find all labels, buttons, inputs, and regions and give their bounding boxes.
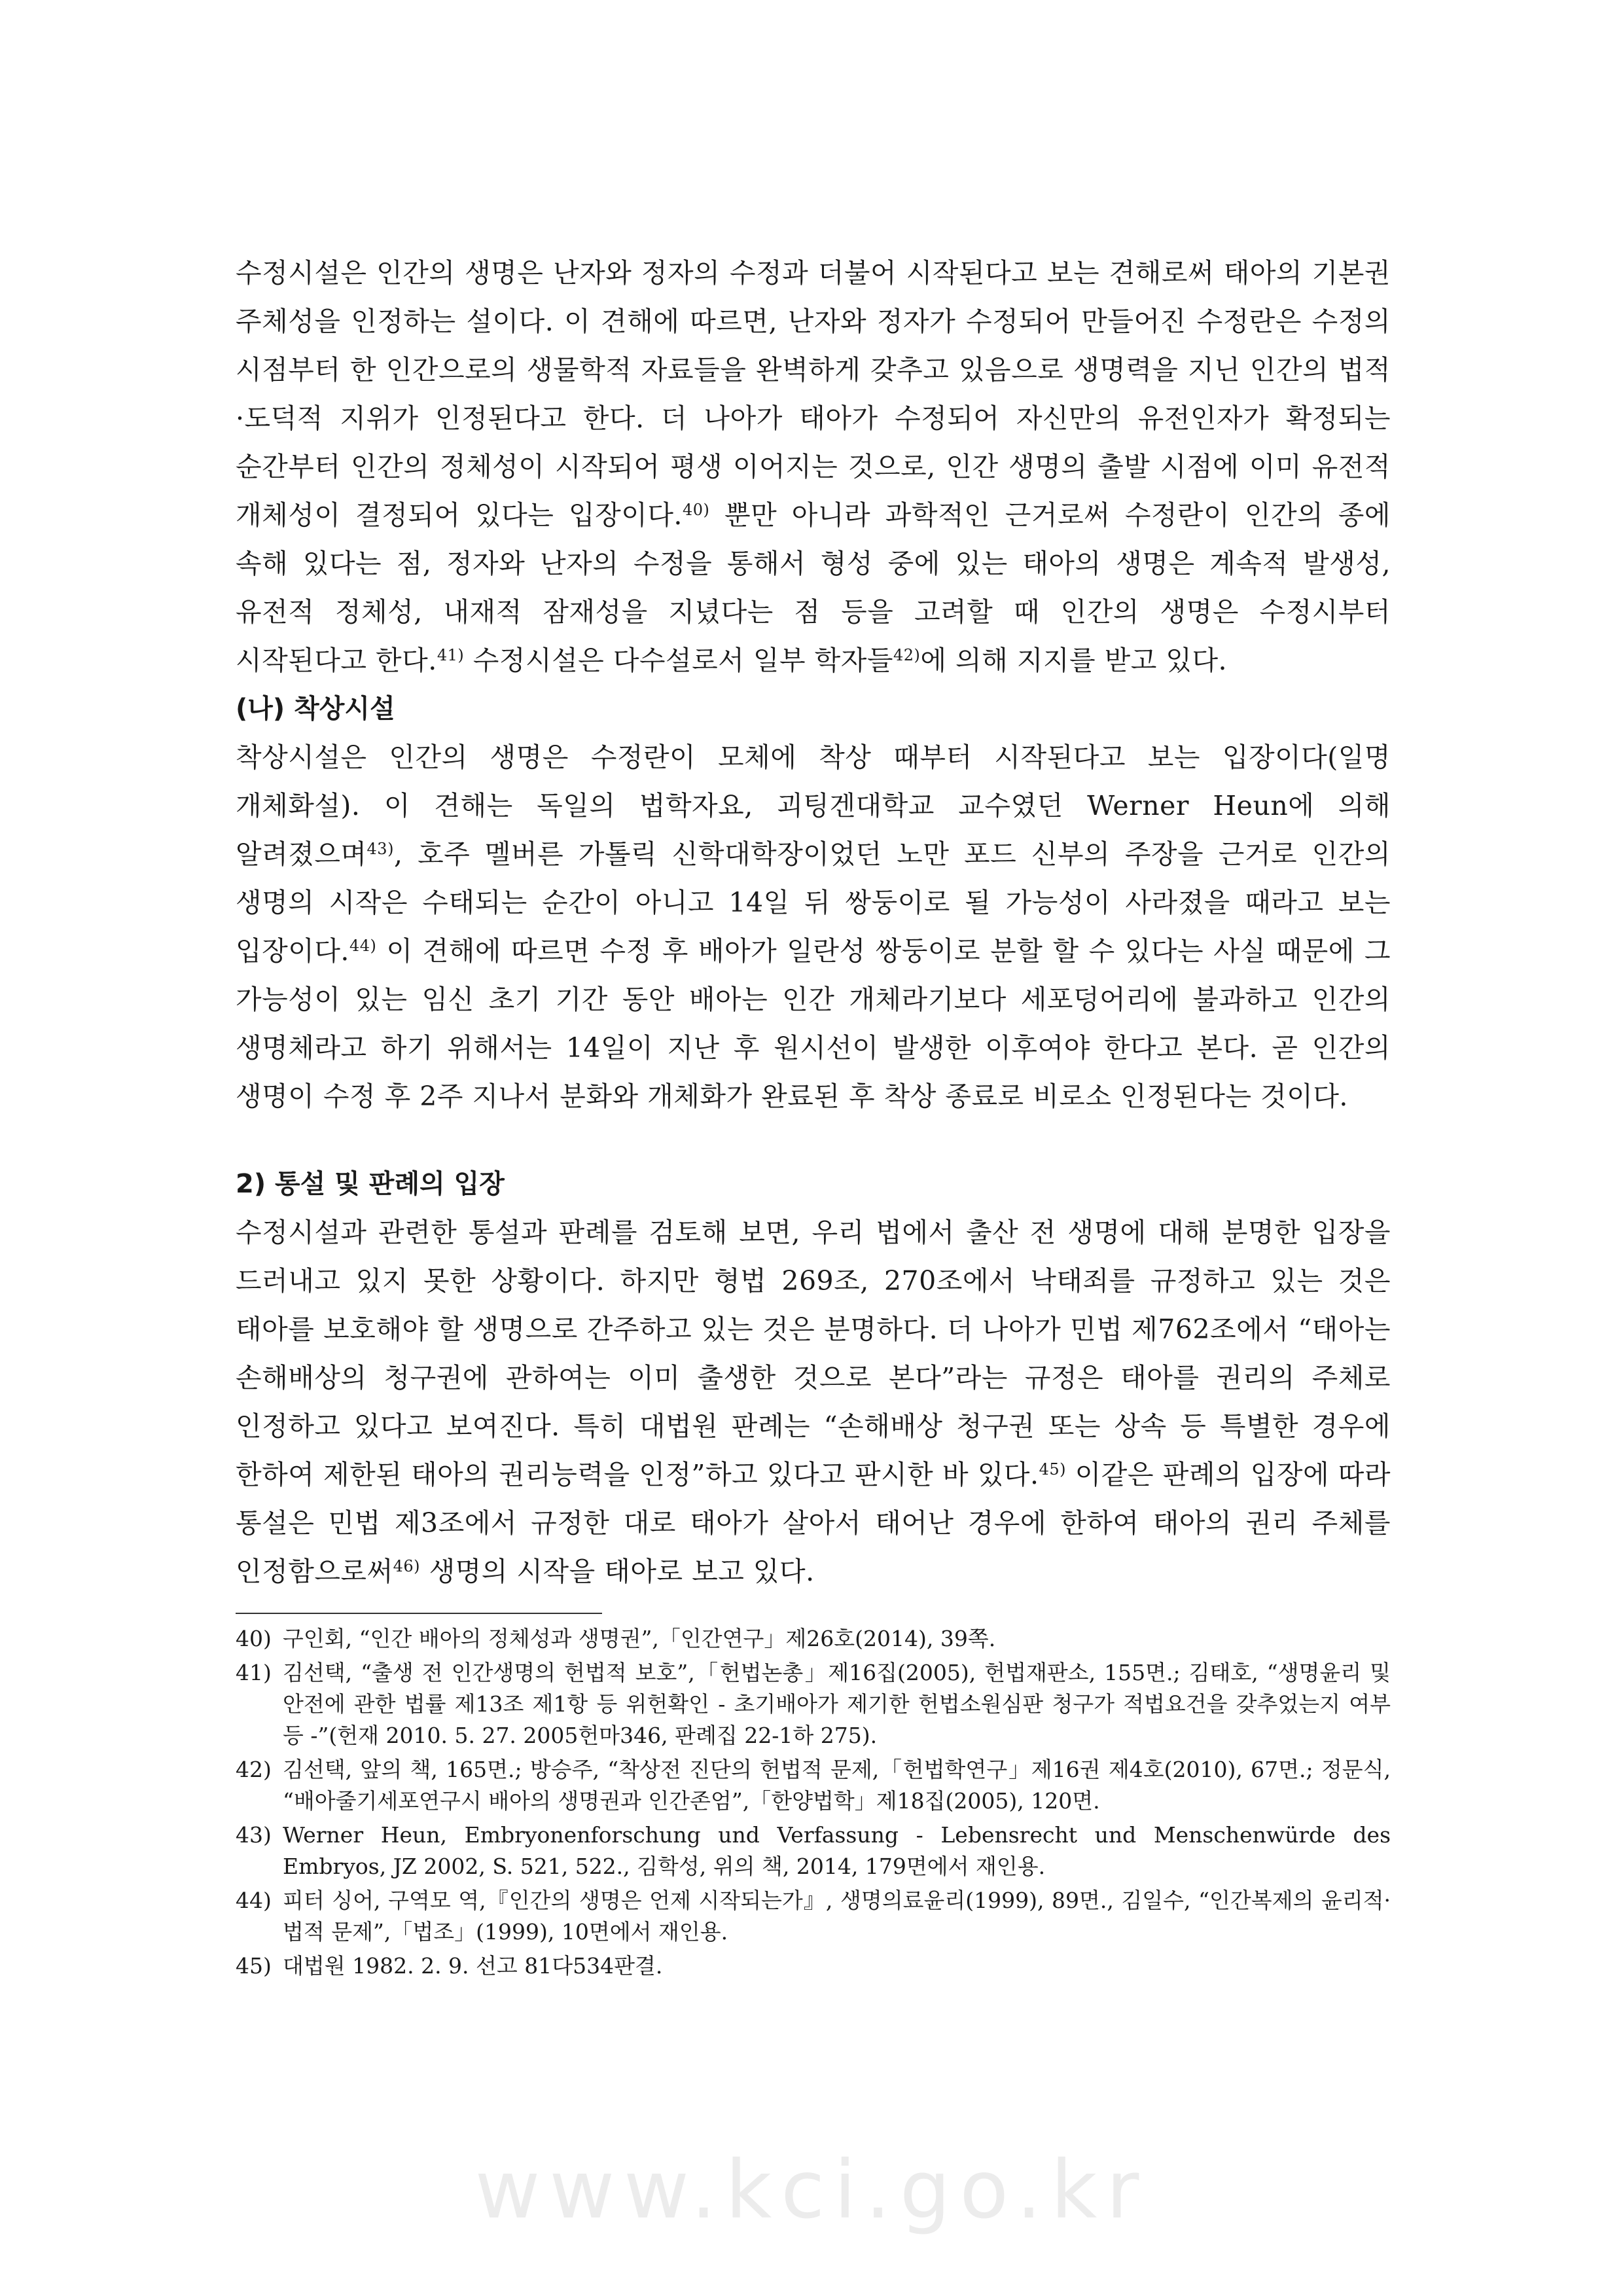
document-page	[236, 249, 1391, 1984]
watermark: www.kci.go.kr	[474, 2144, 1149, 2236]
footnote-text: 대법원 1982. 2. 9. 선고 81다534판결.	[283, 1953, 663, 1979]
text-run: 이같은 판례의 입장에 따라 통설은 민법 제3조에서 규정한 대로 태아가 살아서 태어난 경우에 한하여 태아의 권리 주체를 인정함으로써	[236, 1459, 1391, 1587]
footnote-44	[236, 1885, 1391, 1948]
text-run: 착상시설은 인간의 생명은 수정란이 모체에 착상 때부터 시작된다고 보는 입장이다(일명 개체화설). 이 견해는 독일의 법학자요, 괴팅겐대학교 교수였던 Werner Heun에 의해 알려졌으며	[236, 742, 1391, 870]
footnote-ref-40[interactable]: 40)	[682, 501, 710, 519]
text-run: 생명의 시작을 태아로 보고 있다.	[420, 1556, 815, 1587]
footnote-number: 42)	[236, 1757, 272, 1782]
intro-paragraph	[236, 249, 1391, 685]
footnote-ref-44[interactable]: 44)	[349, 937, 377, 955]
footnote-number: 40)	[236, 1626, 272, 1651]
footnote-number: 45)	[236, 1953, 272, 1979]
footnote-42	[236, 1754, 1391, 1817]
section-heading-prevailing-view: 2) 통설 및 판례의 입장	[236, 1169, 505, 1199]
text-run: 수정시설과 관련한 통설과 판례를 검토해 보면, 우리 법에서 출산 전 생명에 대해 분명한 입장을 드러내고 있지 못한 상황이다. 하지만 형법 269조, 270조에서 낙태죄를 규정하고 있는 것은 태아를 보호해야 할 생명으로 간주하고 있는 것은 분명하다. 더 나아가 민법 제762조에서 “태아는 손해배상의 청구권에 관하여는 이미 출생한 것으로 본다”라는 규정은 태아를 권리의 주체로 인정하고 있다고 보여진다. 특히 대법원 판례는 “손해배상 청구권 또는 상속 등 특별한 경우에 한하여 제한된 태아의 권리능력을 인정”하고 있다고 판시한 바 있다.	[236, 1217, 1391, 1490]
footnotes	[236, 1623, 1391, 1982]
text-run: , 호주 멜버른 가톨릭 신학대학장이었던 노만 포드 신부의 주장을 근거로 인간의 생명의 시작은 수태되는 순간이 아니고 14일 뒤 쌍둥이로 될 가능성이 사라졌을 때라고 보는 입장이다.	[236, 838, 1391, 967]
footnote-40	[236, 1623, 1391, 1655]
text-run: 수정시설은 다수설로서 일부 학자들	[464, 645, 893, 676]
footnote-45	[236, 1950, 1391, 1982]
section-heading-implantation: (나) 착상시설	[236, 694, 395, 724]
footnote-text: 피터 싱어, 구역모 역,『인간의 생명은 언제 시작되는가』, 생명의료윤리(1999), 89면., 김일수, “인간복제의 윤리적·법적 문제”,「법조」(1999), 10면에서 재인용.	[283, 1888, 1391, 1945]
footnote-41	[236, 1657, 1391, 1751]
footnote-ref-42[interactable]: 42)	[893, 646, 921, 664]
text-run: 수정시설은 인간의 생명은 난자와 정자의 수정과 더불어 시작된다고 보는 견해로써 태아의 기본권 주체성을 인정하는 설이다. 이 견해에 따르면, 난자와 정자가 수정되어 만들어진 수정란은 수정의 시점부터 한 인간으로의 생물학적 자료들을 완벽하게 갖추고 있음으로 생명력을 지닌 인간의 법적·도덕적 지위가 인정된다고 한다. 더 나아가 태아가 수정되어 자신만의 유전인자가 확정되는 순간부터 인간의 정체성이 시작되어 평생 이어지는 것으로, 인간 생명의 출발 시점에 이미 유전적 개체성이 결정되어 있다는 입장이다.	[236, 257, 1391, 531]
footnote-number: 41)	[236, 1660, 272, 1685]
footnote-number: 44)	[236, 1888, 272, 1913]
footnote-ref-46[interactable]: 46)	[393, 1557, 421, 1575]
footnote-text: Werner Heun, Embryonenforschung und Verfassung - Lebensrecht und Menschenwürde des Embryos, JZ 2002, S. 521, 522., 김학성, 위의 책, 2014, 179면에서 재인용.	[283, 1822, 1391, 1879]
footnote-text: 김선택, 앞의 책, 165면.; 방승주, “착상전 진단의 헌법적 문제,「헌법학연구」제16권 제4호(2010), 67면.; 정문식, “배아줄기세포연구시 배아의 생명권과 인간존엄”,「한양법학」제18집(2005), 120면.	[283, 1757, 1391, 1814]
text-run: 뿐만 아니라 과학적인 근거로써 수정란이 인간의 종에 속해 있다는 점, 정자와 난자의 수정을 통해서 형성 중에 있는 태아의 생명은 계속적 발생성, 유전적 정체성, 내재적 잠재성을 지녔다는 점 등을 고려할 때 인간의 생명은 수정시부터 시작된다고 한다.	[236, 499, 1391, 676]
footnote-number: 43)	[236, 1822, 272, 1848]
implantation-paragraph	[236, 733, 1391, 1121]
footnote-ref-41[interactable]: 41)	[437, 646, 465, 664]
footnote-43	[236, 1820, 1391, 1882]
footnote-ref-43[interactable]: 43)	[366, 840, 394, 858]
footnote-text: 구인회, “인간 배아의 정체성과 생명권”,「인간연구」제26호(2014), 39쪽.	[283, 1626, 996, 1651]
footnote-divider	[236, 1613, 602, 1614]
prevailing-view-paragraph	[236, 1208, 1391, 1596]
footnote-ref-45[interactable]: 45)	[1039, 1460, 1066, 1479]
footnote-text: 김선택, “출생 전 인간생명의 헌법적 보호”,「헌법논총」제16집(2005), 헌법재판소, 155면.; 김태호, “생명윤리 및 안전에 관한 법률 제13조 제1항 등 위헌확인 - 초기배아가 제기한 헌법소원심판 청구가 적법요건을 갖추었는지 여부 등 -”(헌재 2010. 5. 27. 2005헌마346, 판례집 22-1하 275).	[283, 1660, 1391, 1748]
text-run: 에 의해 지지를 받고 있다.	[920, 645, 1228, 676]
text-run: 이 견해에 따르면 수정 후 배아가 일란성 쌍둥이로 분할 할 수 있다는 사실 때문에 그 가능성이 있는 임신 초기 기간 동안 배아는 인간 개체라기보다 세포덩어리에 불과하고 인간의 생명체라고 하기 위해서는 14일이 지난 후 원시선이 발생한 이후여야 한다고 본다. 곧 인간의 생명이 수정 후 2주 지나서 분화와 개체화가 완료된 후 착상 종료로 비로소 인정된다는 것이다.	[236, 935, 1391, 1112]
